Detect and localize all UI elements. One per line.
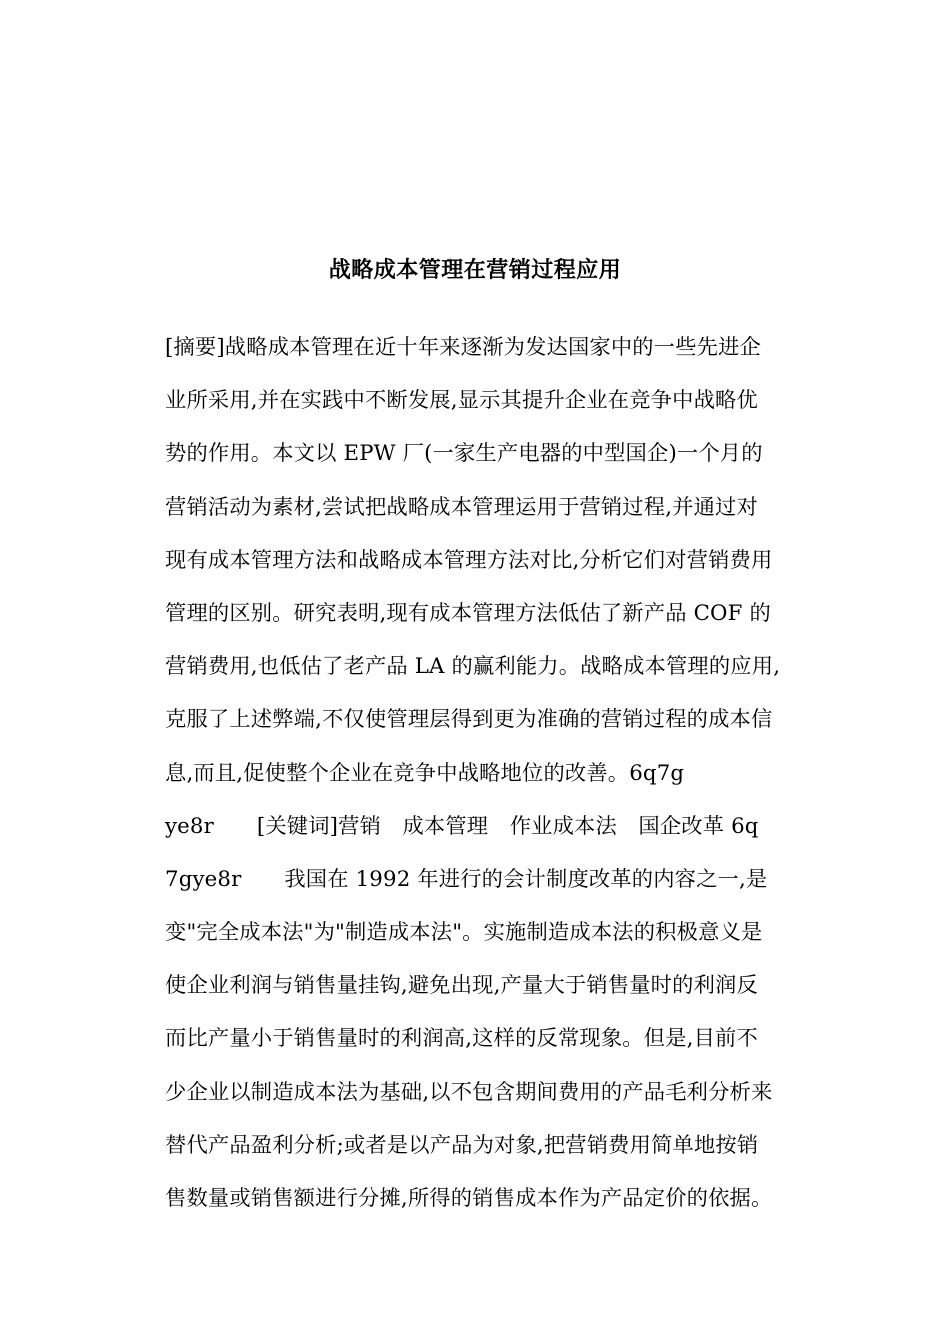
body-line: 而比产量小于销售量时的利润高,这样的反常现象。但是,目前不 xyxy=(165,1026,758,1052)
document-body xyxy=(165,328,801,1232)
body-line: ye8r [关键词]营销 成本管理 作业成本法 国企改革 6q xyxy=(165,813,759,839)
body-line: 7gye8r 我国在 1992 年进行的会计制度改革的内容之一,是 xyxy=(165,866,768,892)
body-line: 克服了上述弊端,不仅使管理层得到更为准确的营销过程的成本信 xyxy=(165,707,773,733)
body-line: 息,而且,促使整个企业在竞争中战略地位的改善。6q7g xyxy=(165,760,685,786)
body-line: 管理的区别。研究表明,现有成本管理方法低估了新产品 COF 的 xyxy=(165,600,771,626)
body-line: 少企业以制造成本法为基础,以不包含期间费用的产品毛利分析来 xyxy=(165,1079,773,1105)
body-line: 营销费用,也低估了老产品 LA 的赢利能力。战略成本管理的应用, xyxy=(165,654,781,680)
body-line: 替代产品盈利分析;或者是以产品为对象,把营销费用简单地按销 xyxy=(165,1132,759,1158)
body-line: 势的作用。本文以 EPW 厂(一家生产电器的中型国企)一个月的 xyxy=(165,441,763,467)
body-line: 使企业利润与销售量挂钩,避免出现,产量大于销售量时的利润反 xyxy=(165,973,758,999)
document-title: 战略成本管理在营销过程应用 xyxy=(328,258,622,283)
body-line: 营销活动为素材,尝试把战略成本管理运用于营销过程,并通过对 xyxy=(165,494,758,520)
body-line: [摘要]战略成本管理在近十年来逐渐为发达国家中的一些先进企 xyxy=(165,335,761,360)
body-line: 变"完全成本法"为"制造成本法"。实施制造成本法的积极意义是 xyxy=(165,920,763,946)
body-line: 业所采用,并在实践中不断发展,显示其提升企业在竞争中战略优 xyxy=(165,388,758,414)
body-line: 售数量或销售额进行分摊,所得的销售成本作为产品定价的依据。 xyxy=(165,1186,773,1211)
body-line: 现有成本管理方法和战略成本管理方法对比,分析它们对营销费用 xyxy=(165,547,773,573)
